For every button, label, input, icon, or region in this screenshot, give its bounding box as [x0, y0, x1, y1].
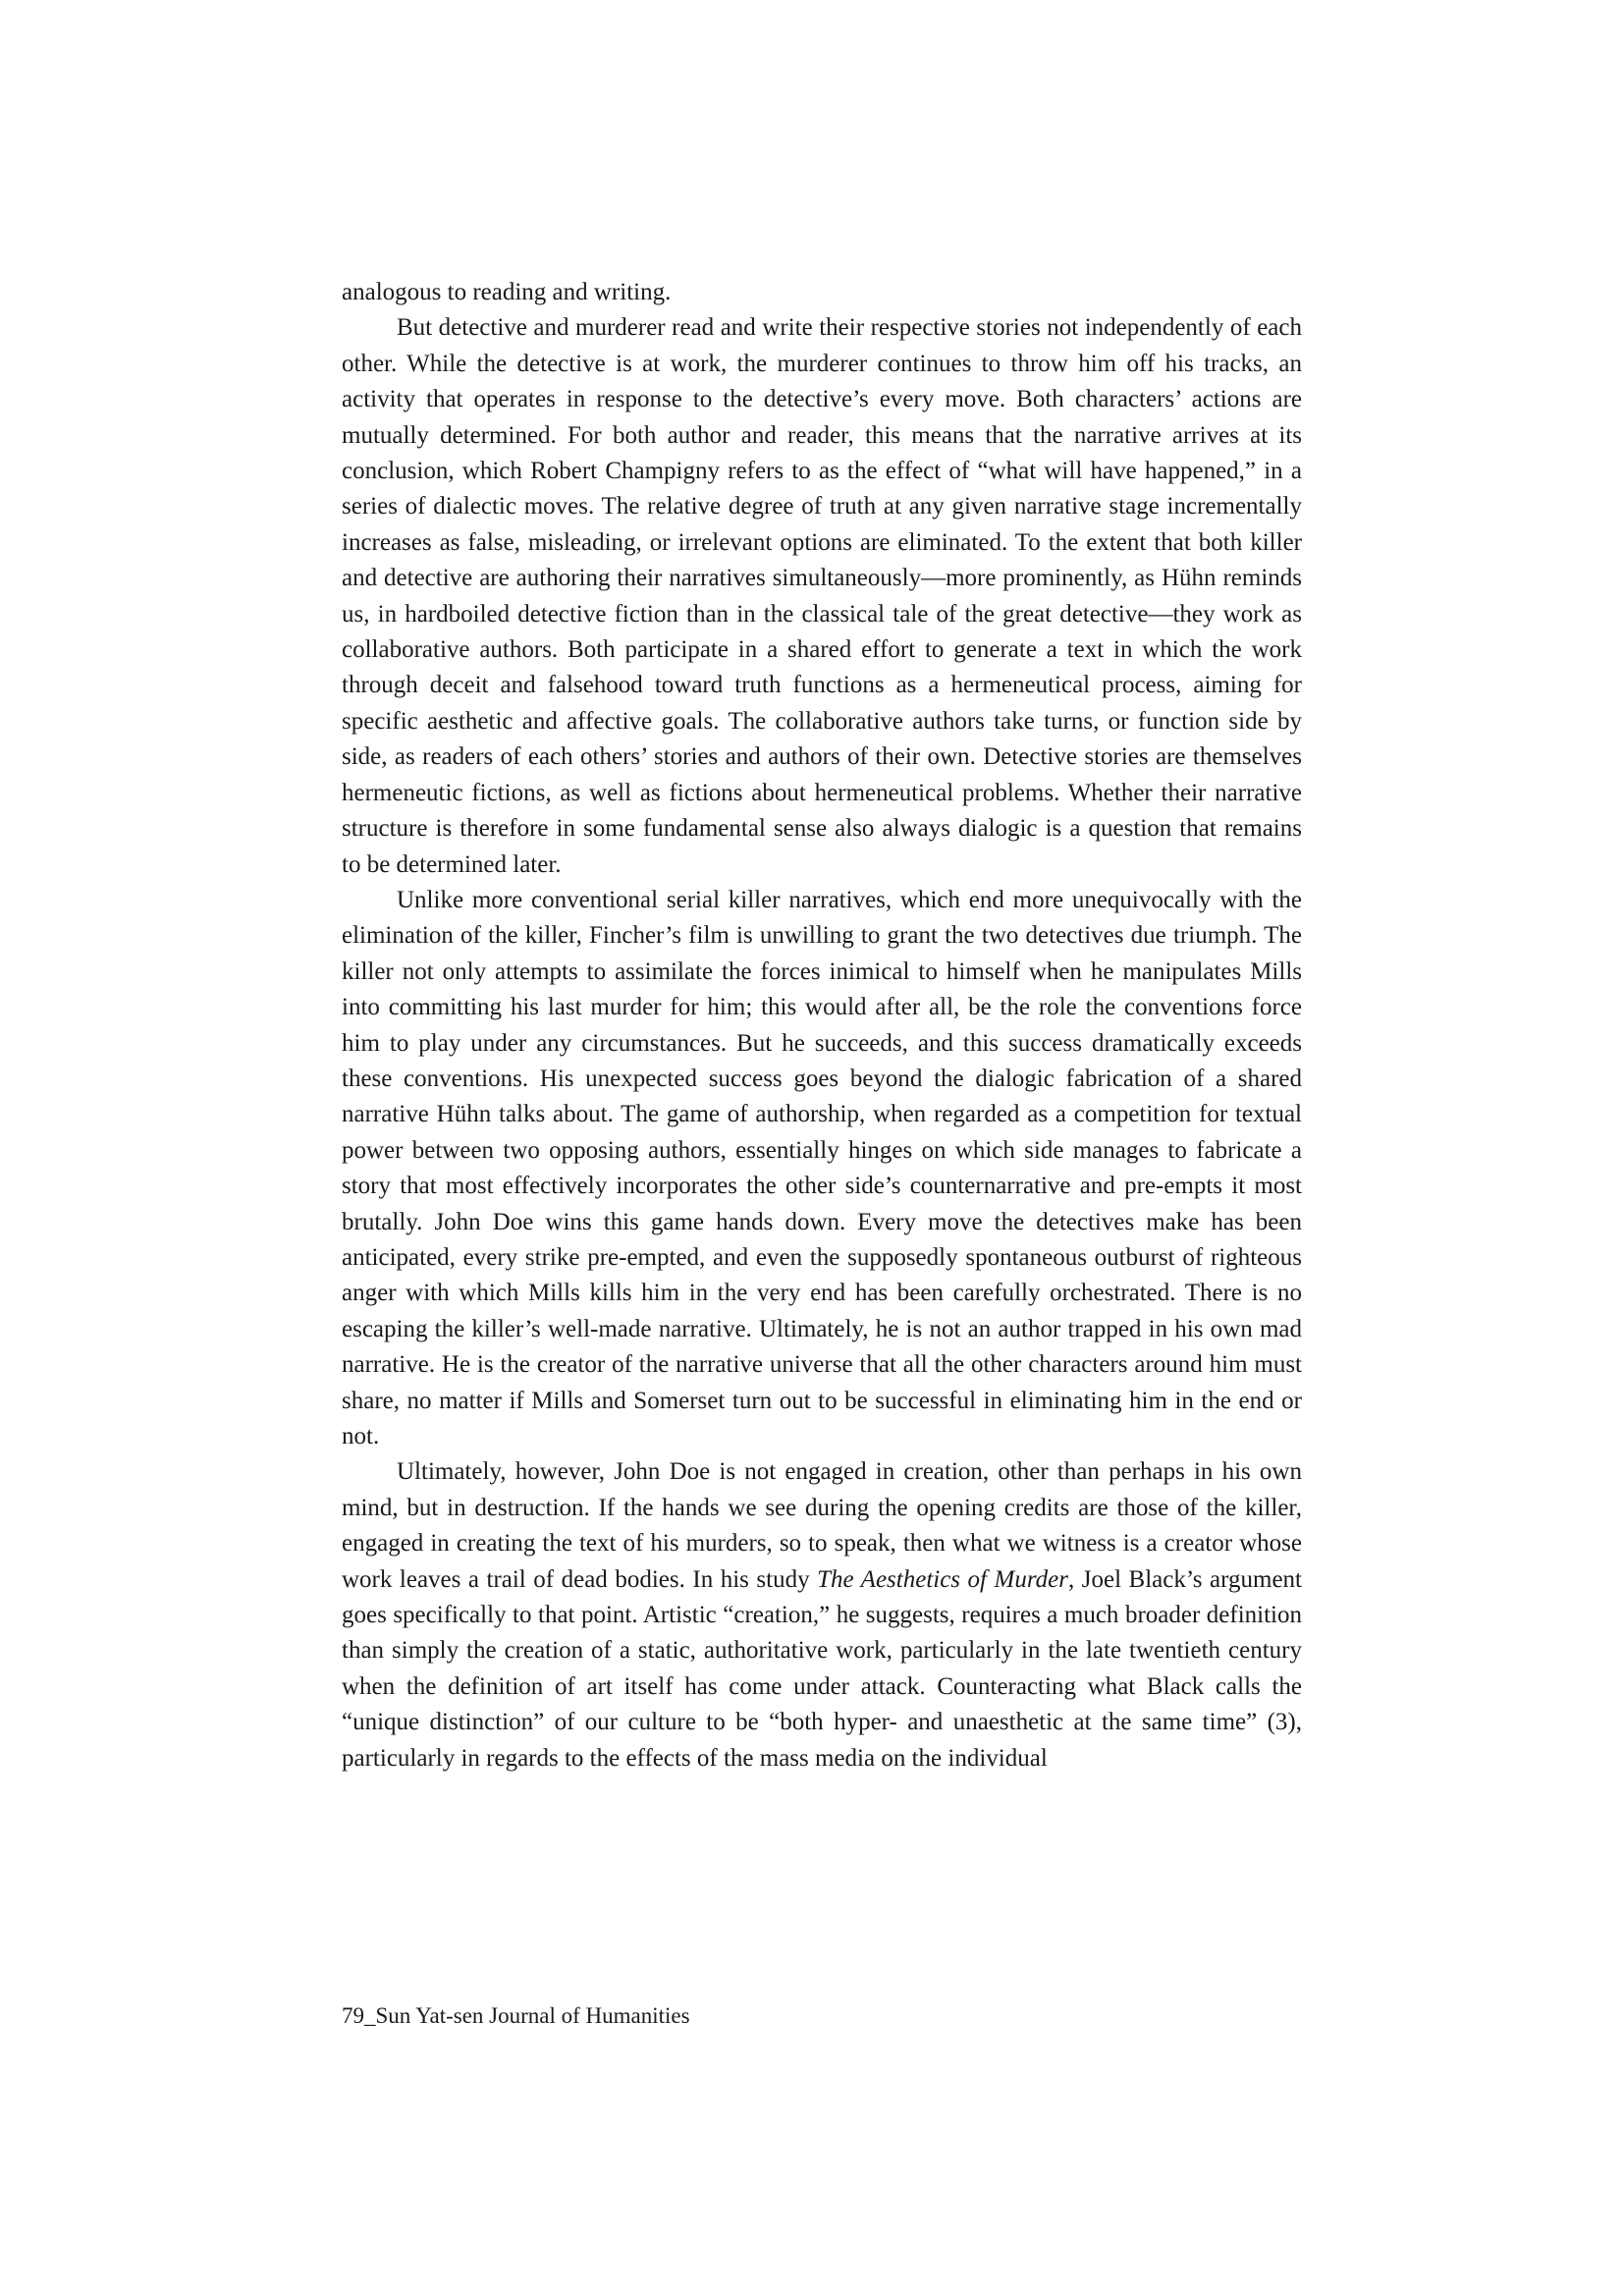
page-footer: 79_Sun Yat-sen Journal of Humanities: [342, 2003, 690, 2028]
paragraph-text-after-title: , Joel Black’s argument goes specifically to that point. Artistic “creation,” he suggests, requires a much broader definition than simply the creation of a static, authoritative work, particularly in the late twentieth century when the definition of art itself has come under attack. Counteracting what Black calls the “unique distinction” of our culture to be “both hyper- and unaesthetic at the same time” (3), particularly in regards to the effects of the mass media on the individual: [342, 1565, 1302, 1772]
article-body: [342, 275, 1302, 1777]
paragraph-continuation: analogous to reading and writing.: [342, 279, 672, 305]
paragraph-fincher-film: Unlike more conventional serial killer narratives, which end more unequivocally with the elimination of the killer, Fincher’s film is unwilling to grant the two detectives due triumph. The killer not only attempts to assimilate the forces inimical to himself when he manipulates Mills into committing his last murder for him; this would after all, be the role the conventions force him to play under any circumstances. But he succeeds, and this success dramatically exceeds these conventions. His unexpected success goes beyond the dialogic fabrication of a shared narrative Hühn talks about. The game of authorship, when regarded as a competition for textual power between two opposing authors, essentially hinges on which side manages to fabricate a story that most effectively incorporates the other side’s counternarrative and pre-empts it most brutally. John Doe wins this game hands down. Every move the detectives make has been anticipated, every strike pre-empted, and even the supposedly spontaneous outburst of righteous anger with which Mills kills him in the very end has been carefully orchestrated. There is no escaping the killer’s well-made narrative. Ultimately, he is not an author trapped in his own mad narrative. He is the creator of the narrative universe that all the other characters around him must share, no matter if Mills and Somerset turn out to be successful in eliminating him in the end or not.: [342, 886, 1302, 1449]
paragraph-detective-murderer: But detective and murderer read and write their respective stories not independently of each other. While the detective is at work, the murderer continues to throw him off his tracks, an activity that operates in response to the detective’s every move. Both characters’ actions are mutually determined. For both author and reader, this means that the narrative arrives at its conclusion, which Robert Champigny refers to as the effect of “what will have happened,” in a series of dialectic moves. The relative degree of truth at any given narrative stage incrementally increases as false, misleading, or irrelevant options are eliminated. To the extent that both killer and detective are authoring their narratives simultaneously—more prominently, as Hühn reminds us, in hardboiled detective fiction than in the classical tale of the great detective—they work as collaborative authors. Both participate in a shared effort to generate a text in which the work through deceit and falsehood toward truth functions as a hermeneutical process, aiming for specific aesthetic and affective goals. The collaborative authors take turns, or function side by side, as readers of each others’ stories and authors of their own. Detective stories are themselves hermeneutic fictions, as well as fictions about hermeneutical problems. Whether their narrative structure is therefore in some fundamental sense also always dialogic is a question that remains to be determined later.: [342, 314, 1302, 878]
paragraph-text-before-title: Ultimately, however, John Doe is not engaged in creation, other than perhaps in his own mind, but in destruction. If the hands we see during the opening credits are those of the killer, engaged in creating the text of his murders, so to speak, then what we witness is a creator whose work leaves a trail of dead bodies. In his study: [342, 1458, 1302, 1593]
paragraph-john-doe-destruction: [342, 1454, 1302, 1777]
book-title-aesthetics-of-murder: The Aesthetics of Murder: [817, 1565, 1068, 1593]
